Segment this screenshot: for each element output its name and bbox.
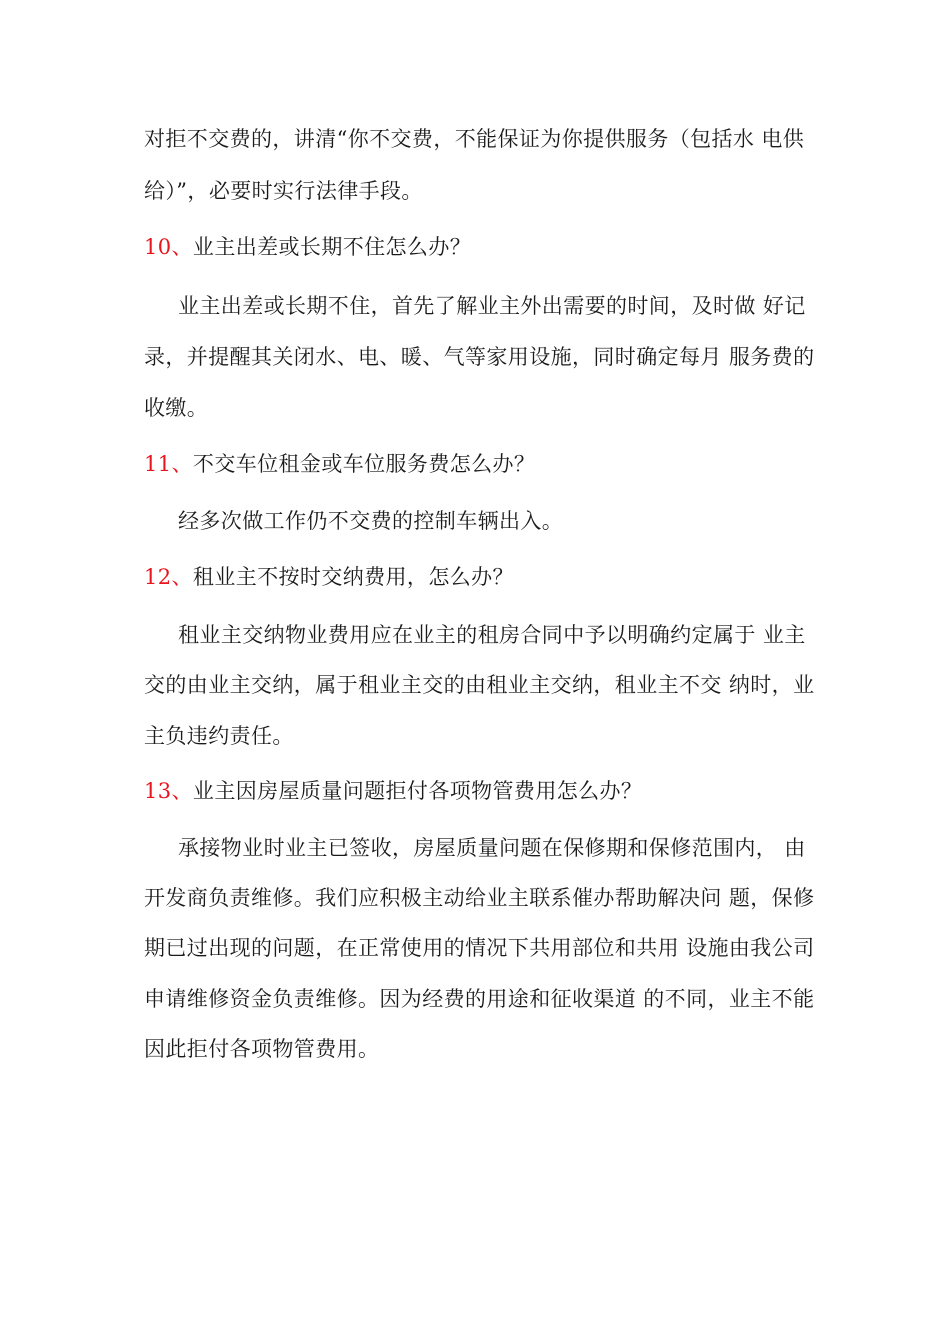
section-number: 11、 [144, 452, 193, 476]
paragraph-line: 主负违约责任。 [144, 724, 294, 748]
section-title: 业主出差或长期不住怎么办？ [192, 235, 472, 259]
paragraph-line: 租业主交纳物业费用应在业主的租房合同中予以明确约定属于 业主 [178, 623, 806, 647]
paragraph-line: 期已过出现的问题，在正常使用的情况下共用部位和共用 设施由我公司 [144, 936, 815, 960]
intro-line-2: 给）”，必要时实行法律手段。 [144, 179, 423, 203]
section-title: 租业主不按时交纳费用，怎么办？ [192, 565, 514, 589]
section-heading-10 [144, 233, 824, 261]
section-title: 业主因房屋质量问题拒付各项物管费用怎么办？ [192, 779, 643, 803]
paragraph-line: 交的由业主交纳，属于租业主交的由租业主交纳，租业主不交 纳时，业 [144, 673, 815, 697]
paragraph-line: 承接物业时业主已签收，房屋质量问题在保修期和保修范围内， 由 [178, 836, 806, 860]
section-number: 10、 [144, 235, 193, 259]
section-number: 12、 [144, 565, 193, 589]
paragraph-line: 经多次做工作仍不交费的控制车辆出入。 [178, 509, 564, 533]
section-title: 不交车位租金或车位服务费怎么办？ [192, 452, 536, 476]
paragraph-line: 录，并提醒其关闭水、电、暖、气等家用设施，同时确定每月 服务费的 [144, 345, 815, 369]
section-heading-13 [144, 777, 824, 805]
section-heading-12 [144, 563, 824, 591]
paragraph-line: 申请维修资金负责维修。因为经费的用途和征收渠道 的不同，业主不能 [144, 987, 815, 1011]
paragraph-line: 因此拒付各项物管费用。 [144, 1037, 380, 1061]
paragraph-line: 业主出差或长期不住，首先了解业主外出需要的时间，及时做 好记 [178, 294, 806, 318]
paragraph-line: 开发商负责维修。我们应积极主动给业主联系催办帮助解决问 题，保修 [144, 886, 815, 910]
section-heading-11 [144, 450, 824, 478]
paragraph-line: 收缴。 [144, 396, 209, 420]
intro-line-1: 对拒不交费的，讲清“你不交费，不能保证为你提供服务（包括水 电供 [144, 127, 805, 151]
section-number: 13、 [144, 779, 193, 803]
